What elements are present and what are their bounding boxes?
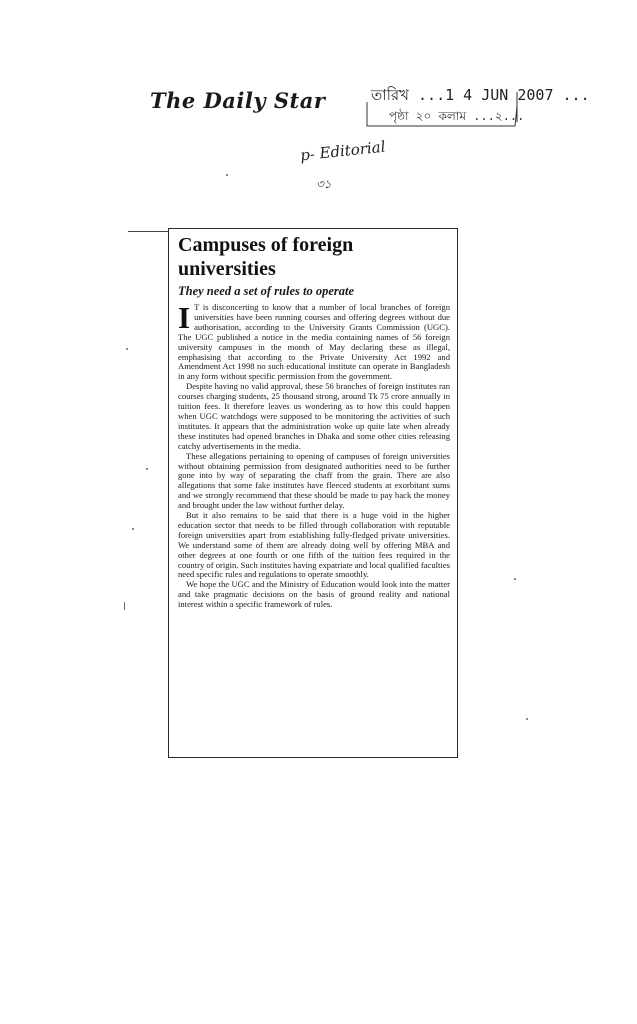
scan-speck <box>526 718 528 720</box>
article-title: Campuses of foreign universities <box>178 234 354 280</box>
handwritten-editorial-note: p- Editorial <box>299 137 387 165</box>
article-paragraph <box>178 300 450 382</box>
scan-speck <box>146 468 148 470</box>
article-paragraph: We hope the UGC and the Ministry of Education would look into the matter and take pragmatic decisions on the basis of ground reality and national interest within a specific framework of rules. <box>178 579 450 610</box>
stamp-page-column: পৃষ্ঠা ২০ কলাম ...২... <box>389 109 525 123</box>
clipping-edge-rule <box>128 231 168 232</box>
newspaper-masthead: The Daily Star <box>150 88 326 113</box>
scan-speck <box>514 578 516 580</box>
article-paragraph: These allegations pertaining to opening of campuses of foreign universities without obtaining permission from designated authorities need to be further gone into by way of separating the chaff from the grain. There are also allegations that some fake institutes have fleeced students at exorbitant sums and we strongly recommend that these should be made to pay back the money and brought under the law without further delay. <box>178 450 450 511</box>
stamp-date: তারিখ ...1 4 JUN 2007 ... <box>371 86 590 104</box>
scan-speck <box>226 174 228 176</box>
article-paragraph: Despite having no valid approval, these 56 branches of foreign institutes ran courses charging students, 25 thousand strong, around Tk 75 crore annually in tuition fees. It therefore leaves us wondering as to how this could happen when UGC watchdogs were supposed to be monitoring the activities of such institutes. It appears that the administration woke up quite late when already these institutes had opened branches in Dhaka and some other cities releasing catchy advertisements in the media. <box>178 381 450 451</box>
article-body <box>178 300 450 610</box>
scan-speck <box>124 602 125 610</box>
scan-speck <box>132 528 134 530</box>
article-paragraph: But it also remains to be said that there is a huge void in the higher education sector that needs to be filled through collaboration with reputable foreign universities apart from establishing fully-fledged private universities. We understand some of them are already doing well by offering MBA and other degrees at one fourth or one fifth of the tuition fees required in the country of origin. Such institutes having expatriate and local qualified faculties need specific rules and regulations to operate smoothly. <box>178 510 450 580</box>
handwritten-mark: ৩১ <box>316 177 332 191</box>
article-subtitle: They need a set of rules to operate <box>178 284 355 298</box>
archive-date-stamp <box>365 82 590 128</box>
scan-speck <box>126 348 128 350</box>
paragraph-text: T is disconcerting to know that a number of local branches of foreign universities have been running courses and offering degrees without due authorisation, according to the University Grants Commission (UGC). The UGC published a notice in the media containing names of 56 foreign university campuses in the month of May declaring these as illegal, emphasising that according to the Private University Act 1992 and Amendment Act 1998 no such educational institute can operate in Bangladesh in any form without specific permission from the government. <box>178 302 450 382</box>
editorial-clipping <box>168 228 458 758</box>
drop-cap: I <box>178 300 191 335</box>
